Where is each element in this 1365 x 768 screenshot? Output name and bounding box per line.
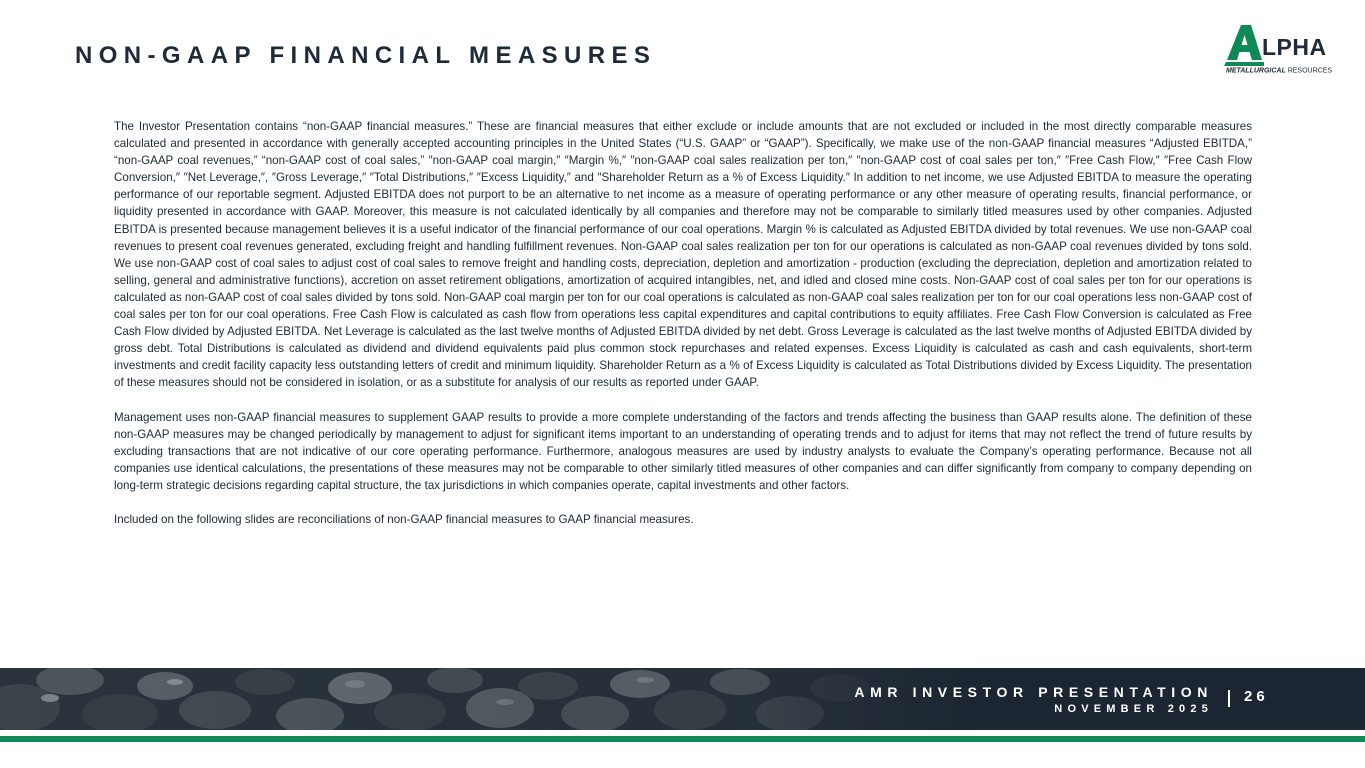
footer-divider bbox=[1228, 690, 1230, 707]
paragraph-reconciliations: Included on the following slides are reconciliations of non-GAAP financial measures to GAAP financial measures. bbox=[114, 513, 694, 527]
logo-subtitle-bold: METALLURGICAL bbox=[1226, 67, 1286, 74]
presentation-name: AMR INVESTOR PRESENTATION bbox=[854, 684, 1213, 700]
footer-banner bbox=[0, 668, 1365, 730]
company-logo bbox=[1224, 24, 1355, 74]
paragraph-definitions: The Investor Presentation contains “non-GAAP financial measures.” These are financial measures that either exclude or include amounts that are not excluded or included in the most directly comparable measures calculated and presented in accordance with generally accepted accounting principles in the United States (“U.S. GAAP” or “GAAP”). Specifically, we make use of the non-GAAP financial measures “Adjusted EBITDA,” “non-GAAP coal revenues,” “non-GAAP cost of coal sales,” ″non-GAAP coal margin,″ ″Margin %,″ ″non-GAAP coal sales realization per ton,″ ″non-GAAP cost of coal sales per ton,″ ″Free Cash Flow,″ ″Free Cash Flow Conversion,″ ″Net Leverage,″, ″Gross Leverage,″ ″Total Distributions,″ ″Excess Liquidity,″ and ″Shareholder Return as a % of Excess Liquidity.″ In addition to net income, we use Adjusted EBITDA to measure the operating performance of our reportable segment. Adjusted EBITDA does not purport to be an alternative to net income as a measure of operating performance or any other measure of operating results, financial performance, or liquidity presented in accordance with GAAP. Moreover, this measure is not calculated identically by all companies and therefore may not be comparable to similarly titled measures used by other companies. Adjusted EBITDA is presented because management believes it is a useful indicator of the financial performance of our coal operations. Margin % is calculated as Adjusted EBITDA divided by total revenues. We use non-GAAP coal revenues to present coal revenues generated, excluding freight and handling fulfillment revenues. Non-GAAP coal sales realization per ton for our operations is calculated as non-GAAP coal revenues divided by tons sold. We use non-GAAP cost of coal sales to adjust cost of coal sales to remove freight and handling costs, depreciation, depletion and amortization - production (excluding the depreciation, depletion and amortization related to selling, general and administrative functions), accretion on asset retirement obligations, amortization of acquired intangibles, net, and idled and closed mine costs. Non-GAAP cost of coal sales per ton for our operations is calculated as non-GAAP cost of coal sales divided by tons sold. Non-GAAP coal margin per ton for our coal operations is calculated as non-GAAP coal sales realization per ton for our coal operations less non-GAAP cost of coal sales per ton for our coal operations. Free Cash Flow is calculated as cash flow from operations less capital expenditures and capital contributions to equity affiliates. Free Cash Flow Conversion is calculated as Free Cash Flow divided by Adjusted EBITDA. Net Leverage is calculated as the last twelve months of Adjusted EBITDA divided by net debt. Gross Leverage is calculated as the last twelve months of Adjusted EBITDA divided by gross debt. Total Distributions is calculated as dividend and dividend equivalents paid plus common stock repurchases and related expenses. Excess Liquidity is calculated as cash and cash equivalents, short-term investments and credit facility capacity less outstanding letters of credit and minimum liquidity. Shareholder Return as a % of Excess Liquidity is calculated as Total Distributions divided by Excess Liquidity. The presentation of these measures should not be considered in isolation, or as a substitute for analysis of our results as reported under GAAP. bbox=[114, 120, 1252, 390]
page-number: 26 bbox=[1244, 688, 1269, 705]
svg-text:METALLURGICAL RESOURCES bbox=[1226, 68, 1332, 75]
alpha-logo-graphic bbox=[1224, 24, 1355, 74]
presentation-date: NOVEMBER 2025 bbox=[1054, 703, 1213, 715]
logo-subtitle-regular: RESOURCES bbox=[1285, 67, 1333, 74]
accent-bar bbox=[0, 736, 1365, 742]
footer-presentation-info bbox=[854, 683, 1213, 717]
paragraph-management-use: Management uses non-GAAP financial measures to supplement GAAP results to provide a more complete understanding of the factors and trends affecting the business than GAAP results alone. The definition of these non-GAAP measures may be changed periodically by management to adjust for significant items important to an understanding of operating trends and to adjust for items that may not reflect the trend of future results by excluding transactions that are not indicative of our core operating performance. Furthermore, analogous measures are used by industry analysts to evaluate the Company’s operating performance. Because not all companies use identical calculations, the presentations of these measures may not be comparable to other similarly titled measures of other companies and can differ significantly from company to company depending on long-term strategic decisions regarding capital structure, the tax jurisdictions in which companies operate, capital investments and other factors. bbox=[114, 410, 1252, 492]
page-title: NON-GAAP FINANCIAL MEASURES bbox=[75, 42, 657, 69]
disclosure-body bbox=[114, 118, 1252, 528]
logo-wordmark: LPHA bbox=[1262, 34, 1327, 60]
